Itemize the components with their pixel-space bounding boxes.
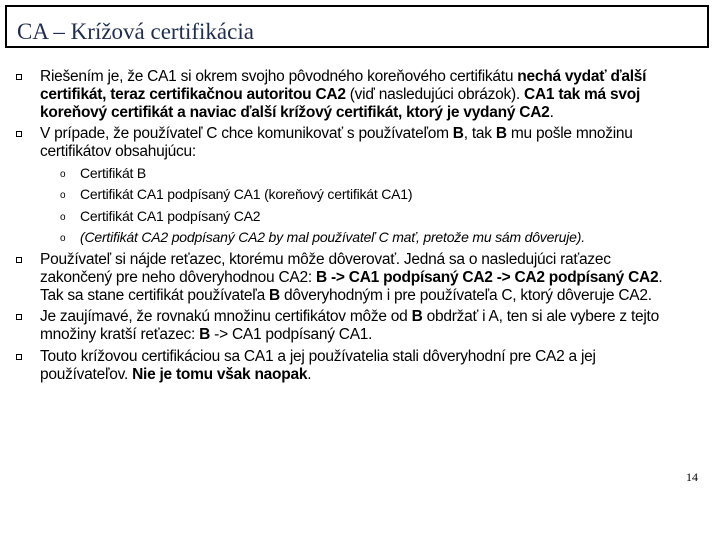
text: Riešením je, že CA1 si okrem svojho pôvodného koreňového certifikátu [40,68,518,85]
text: Certifikát B [80,164,147,181]
text: Je zaujímavé, že rovnakú množinu certifikátov môže od [40,308,412,326]
square-bullet-icon [16,131,22,137]
bullet-item [16,68,686,121]
text: dôveryhodným i pre používateľa C, ktorý dôveruje CA2. [279,286,652,304]
sub-item [16,184,686,206]
bullet-item [16,308,686,344]
text: . [307,365,312,383]
square-bullet-icon [16,74,22,80]
square-bullet-icon [16,354,22,360]
circle-bullet-icon: o [60,168,66,180]
text: . Tak sa stane certifikát používateľa [40,268,663,304]
title-box [5,5,709,48]
bold-text: B [199,326,211,344]
bold-text: B [495,125,507,143]
bullet-item [16,125,686,161]
italic-text: (Certifikát CA2 podpísaný CA2 by mal používateľ C mať, pretože mu sám dôveruje). [80,229,585,246]
text: V prípade, že používateľ C chce komunikovať s používateľom [40,125,453,143]
square-bullet-icon [16,257,22,263]
square-bullet-icon [16,314,22,320]
text: mu pošle množinu certifikátov obsahujúcu: [40,125,633,161]
sub-item [16,163,686,185]
sub-item [16,227,686,249]
text: (viď nasledujúci obrázok). [345,85,524,103]
text: -> CA1 podpísaný CA1. [210,326,373,344]
bold-text: Nie je tomu však naopak [132,365,308,383]
bold-text: CA1 tak má svoj koreňový certifikát a naviac ďalší krížový certifikát, ktorý je vydaný CA2 [40,85,640,121]
bullet-item [16,348,686,384]
bold-text: B -> CA1 podpísaný CA2 -> CA2 podpísaný CA2 [315,268,659,286]
text: Certifikát CA1 podpísaný CA1 (koreňový certifikát CA1) [80,186,413,203]
text: . [123,365,133,383]
text: Používateľ si nájde reťazec, ktorému môže dôverovať. Jedná sa o nasledujúci raťazec zakončený pre neho dôveryhodnou CA2: [40,250,611,286]
page-number: 14 [686,470,698,484]
bold-text: B [452,125,464,143]
slide-content [16,68,686,388]
bold-text: B [411,308,423,326]
bold-text: nechá vydať ďalší certifikát, teraz certifikačnou autoritou CA2 [40,68,647,103]
sub-item [16,206,686,228]
text: , tak [463,125,496,143]
bold-text: B [269,286,280,304]
text: . [549,103,554,121]
text: Certifikát CA1 podpísaný CA2 [80,207,261,224]
slide-title: CA – Krížová certifikácia [17,19,254,44]
text: obdržať i A, ten si ale vybere z tejto množiny kratší reťazec: [40,308,659,344]
bullet-item [16,251,686,304]
circle-bullet-icon: o [60,190,66,202]
circle-bullet-icon: o [60,211,66,223]
text: Touto krížovou certifikáciou sa CA1 a jej používatelia stali dôveryhodní pre CA2 a jej používateľov [40,347,596,383]
circle-bullet-icon: o [60,233,66,245]
